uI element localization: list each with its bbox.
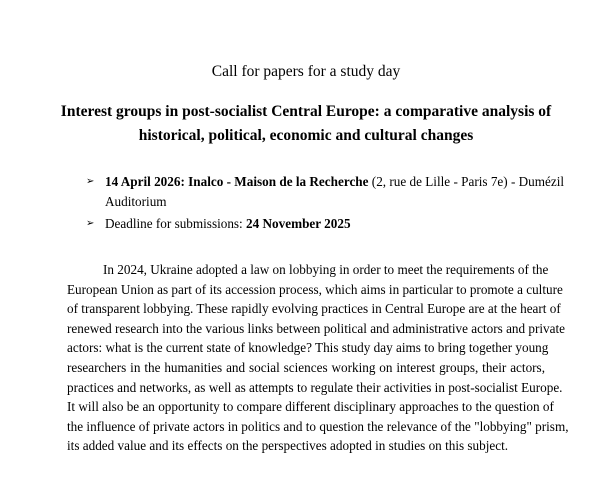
paragraph-line: its added value and its effects on the perspectives adopted in studies on this subject. (67, 438, 509, 454)
arrow-bullet-icon: ➢ (86, 218, 95, 229)
deadline-label: Deadline for submissions: (105, 216, 247, 231)
paragraph-line: researchers in the humanities and social sciences working on interest groups, their actors, (67, 359, 545, 375)
paragraph-line: European Union as part of its accession process, which aims in particular to promote a culture (67, 281, 563, 297)
date-venue-bold: 14 April 2026: Inalco - Maison de la Recherche (105, 174, 369, 189)
paragraph-line: It will also be an opportunity to compare different disciplinary approaches to the question of (67, 399, 554, 415)
paragraph-line: In 2024, Ukraine adopted a law on lobbying in order to meet the requirements of the (103, 262, 549, 277)
paragraph-line: practices and networks, as well as attempts to regulate their activities in post-socialist Europe. (67, 379, 563, 395)
date-venue-address: (2, rue de Lille - Paris 7e) - Dumézil (368, 174, 565, 189)
date-line-2: Auditorium (105, 194, 167, 209)
paragraph-line: actors: what is the current state of knowledge? This study day aims to bring together young (67, 340, 549, 356)
deadline-value: 24 November 2025 (246, 216, 351, 231)
date-line (105, 172, 565, 192)
list-item-date (86, 172, 565, 212)
paragraph-line: renewed research into the various links between political and administrative actors and private (67, 320, 566, 336)
deadline-line (105, 214, 556, 234)
paragraph-line: the influence of private actors in politics and to question the relevance of the "lobbying" prism, (67, 418, 569, 434)
arrow-bullet-icon: ➢ (86, 176, 95, 187)
event-details-list (86, 172, 565, 236)
title-line-2: historical, political, economic and cultural changes (138, 127, 474, 144)
list-item-deadline (86, 214, 556, 234)
paragraph-line: of transparent lobbying. These rapidly evolving practices in Central Europe are at the heart of (67, 301, 561, 317)
title-line-1: Interest groups in post-socialist Central Europe: a comparative analysis of (60, 103, 552, 120)
kicker-line: Call for papers for a study day (211, 63, 401, 80)
page-title (40, 100, 572, 148)
body-paragraph (67, 260, 569, 456)
